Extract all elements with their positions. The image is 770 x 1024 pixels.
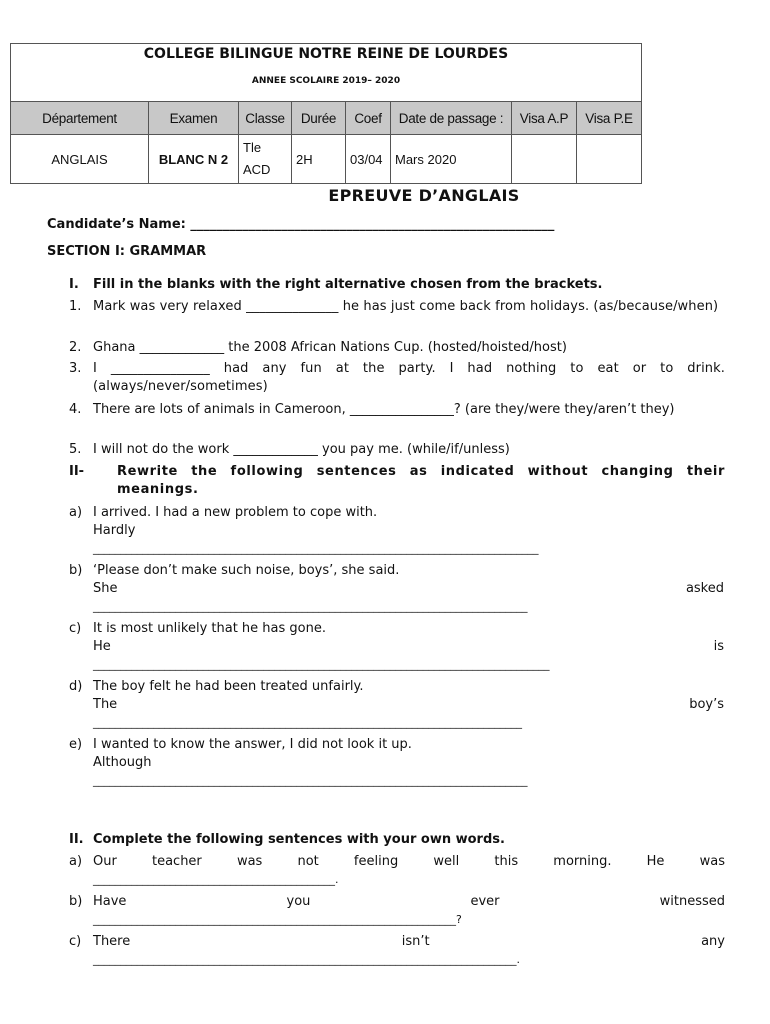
word: teacher — [151, 854, 202, 869]
rewrite-start: She — [93, 581, 118, 596]
rewrite-sentence: I arrived. I had a new problem to cope with. — [93, 505, 378, 520]
part-ii-number: II- — [69, 464, 85, 479]
val-date: Mars 2020 — [391, 135, 512, 184]
blank-item: Ghana _____________ the 2008 African Nations Cup. (hosted/hoisted/host) — [93, 340, 567, 355]
word: well — [433, 854, 460, 869]
answer-line: _______________________________________________________________________________ — [93, 600, 528, 613]
word: He — [646, 854, 665, 869]
school-year: ANNEE SCOLAIRE 2019– 2020 — [251, 76, 401, 86]
school-cell — [11, 44, 642, 102]
word: morning. — [553, 854, 612, 869]
val-classe-2: ACD — [243, 162, 271, 177]
answer-line: ____________________________________________. — [93, 873, 339, 886]
item-number: 5. — [69, 442, 82, 457]
rewrite-end: is — [713, 639, 724, 654]
val-departement: ANGLAIS — [11, 135, 149, 184]
blank-item: There are lots of animals in Cameroon, ________________? (are they/were they/aren’t they) — [93, 402, 675, 417]
val-classe — [239, 135, 292, 184]
item-letter: b) — [69, 894, 83, 909]
col-departement: Département — [11, 102, 149, 135]
col-examen: Examen — [149, 102, 239, 135]
rewrite-end: boy’s — [689, 697, 724, 712]
complete-sentence — [93, 893, 725, 911]
col-classe: Classe — [239, 102, 292, 135]
candidate-name: Candidate’s Name: ________________________________________________________ — [47, 217, 555, 232]
exam-title: EPREUVE D’ANGLAIS — [328, 186, 520, 205]
word: not — [297, 854, 319, 869]
part-i-heading: Fill in the blanks with the right alternative chosen from the brackets. — [93, 277, 603, 292]
rewrite-start: Although — [93, 755, 152, 770]
item-number: 1. — [69, 299, 82, 314]
item-letter: b) — [69, 563, 83, 578]
word: this — [494, 854, 519, 869]
rewrite-sentence: It is most unlikely that he has gone. — [93, 621, 326, 636]
rewrite-end: asked — [685, 581, 724, 596]
rewrite-sentence: The boy felt he had been treated unfairly. — [93, 679, 364, 694]
answer-line: _____________________________________________________________________________. — [93, 953, 520, 966]
item-number: 2. — [69, 340, 82, 355]
item-letter: a) — [69, 505, 83, 520]
val-classe-1: Tle — [243, 140, 262, 155]
part-iii-heading: Complete the following sentences with your own words. — [93, 832, 505, 847]
blank-item: Mark was very relaxed ______________ he has just come back from holidays. (as/because/when) — [93, 299, 719, 314]
answer-line: __________________________________________________________________? — [93, 913, 462, 926]
val-visa-pe — [577, 135, 642, 184]
word: There — [93, 934, 131, 949]
word: you — [286, 894, 311, 909]
item-number: 4. — [69, 402, 82, 417]
item-number: 3. — [69, 361, 82, 376]
col-duree: Durée — [292, 102, 346, 135]
section-heading: SECTION I: GRAMMAR — [47, 244, 207, 259]
complete-sentence — [93, 933, 725, 951]
item-letter: e) — [69, 737, 83, 752]
word: isn’t — [401, 934, 430, 949]
item-letter: c) — [69, 934, 82, 949]
col-coef: Coef — [346, 102, 391, 135]
answer-line: _________________________________________________________________________________ — [93, 542, 539, 555]
item-letter: c) — [69, 621, 82, 636]
rewrite-start: He — [93, 639, 111, 654]
val-examen: BLANC N 2 — [149, 135, 239, 184]
val-duree: 2H — [292, 135, 346, 184]
word: ever — [470, 894, 500, 909]
word: Our — [93, 854, 117, 869]
blank-item: I will not do the work _____________ you pay me. (while/if/unless) — [93, 442, 510, 457]
item-letter: d) — [69, 679, 83, 694]
answer-line: ______________________________________________________________________________ — [93, 716, 522, 729]
col-visa-pe: Visa P.E — [577, 102, 642, 135]
part-ii-heading: Rewrite the following sentences as indicated without changing their meanings. — [117, 464, 725, 497]
col-date: Date de passage : — [391, 102, 512, 135]
word: any — [701, 934, 725, 949]
rewrite-start: Hardly — [93, 523, 136, 538]
col-visa-ap: Visa A.P — [512, 102, 577, 135]
complete-sentence — [93, 853, 725, 871]
blank-item: I _______________ had any fun at the party. I had nothing to eat or to drink. (always/never/sometimes) — [93, 361, 725, 394]
val-visa-ap — [512, 135, 577, 184]
val-coef: 03/04 — [346, 135, 391, 184]
answer-line: _______________________________________________________________________________ — [93, 774, 528, 787]
item-letter: a) — [69, 854, 83, 869]
header-table — [10, 43, 642, 184]
answer-line: ___________________________________________________________________________________ — [93, 658, 550, 671]
word: was — [236, 854, 263, 869]
part-iii-number: II. — [69, 832, 84, 847]
word: witnessed — [659, 894, 725, 909]
rewrite-sentence: ‘Please don’t make such noise, boys’, she said. — [93, 563, 400, 578]
word: feeling — [353, 854, 399, 869]
rewrite-sentence: I wanted to know the answer, I did not look it up. — [93, 737, 412, 752]
word: was — [699, 854, 725, 869]
rewrite-start: The — [93, 697, 118, 712]
word: Have — [93, 894, 127, 909]
school-name: COLLEGE BILINGUE NOTRE REINE DE LOURDES — [143, 46, 509, 62]
part-i-number: I. — [69, 277, 79, 292]
